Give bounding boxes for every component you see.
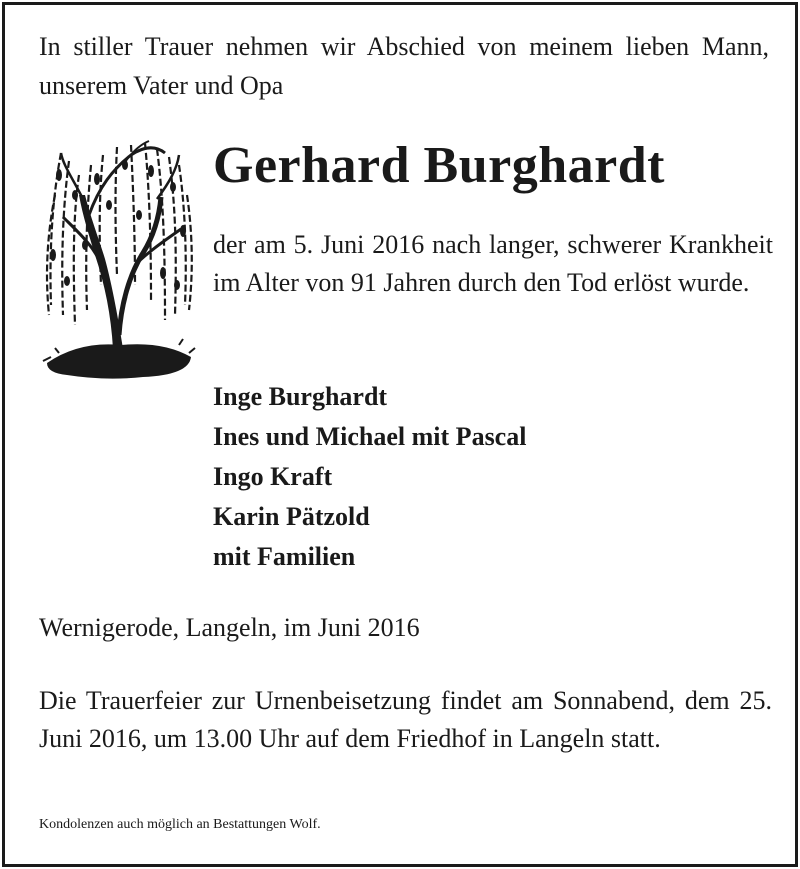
death-announcement: der am 5. Juni 2016 nach langer, schwerer Krankheit im Alter von 91 Jahren durch den Tod erlöst wurde.	[213, 230, 773, 297]
mourner-name: Ingo Kraft	[213, 462, 333, 491]
mourners-list	[213, 377, 526, 577]
obituary-notice	[2, 2, 798, 867]
condolences-note: Kondolenzen auch möglich an Bestattungen Wolf.	[39, 817, 321, 832]
mourner-name: Ines und Michael mit Pascal	[213, 422, 527, 451]
deceased-name: Gerhard Burghardt	[213, 137, 665, 194]
place-date: Wernigerode, Langeln, im Juni 2016	[39, 613, 420, 642]
mourner-name: Inge Burghardt	[213, 382, 388, 411]
ceremony-info: Die Trauerfeier zur Urnenbeisetzung findet am Sonnabend, dem 25. Juni 2016, um 13.00 Uhr auf dem Friedhof in Langeln statt.	[39, 686, 772, 753]
intro-text: In stiller Trauer nehmen wir Abschied von meinem lieben Mann, unserem Vater und Opa	[39, 32, 769, 100]
weeping-willow-icon	[39, 135, 199, 380]
mourner-name: mit Familien	[213, 542, 356, 571]
mourner-name: Karin Pätzold	[213, 502, 370, 531]
